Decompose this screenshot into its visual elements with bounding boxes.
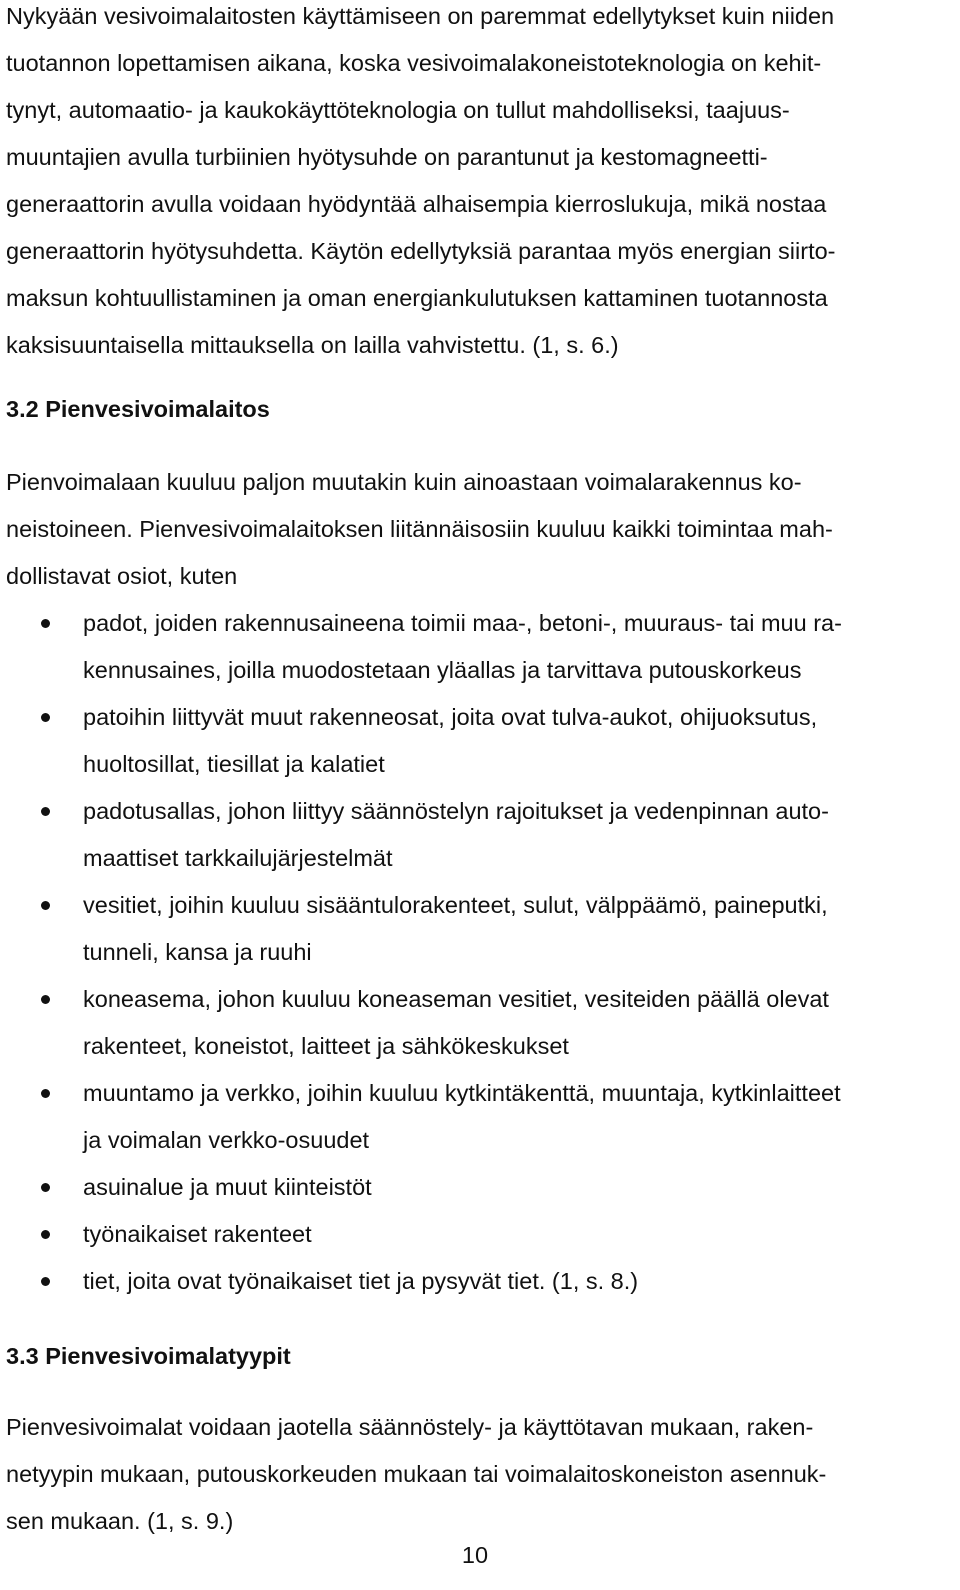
section-heading-3-2: 3.2 Pienvesivoimalaitos [6,396,270,422]
bullet-icon [41,619,50,628]
bullet-icon [41,1089,50,1098]
paragraph-line: Pienvoimalaan kuuluu paljon muutakin kuin ainoastaan voimalarakennus ko- [6,469,802,495]
list-item-line: patoihin liittyvät muut rakenneosat, joita ovat tulva-aukot, ohijuoksutus, [83,704,818,730]
paragraph-line: muuntajien avulla turbiinien hyötysuhde on parantunut ja kestomagneetti- [6,144,768,170]
paragraph-line: kaksisuuntaisella mittauksella on lailla vahvistettu. (1, s. 6.) [6,332,619,358]
bullet-list [6,600,950,1305]
paragraph-line: dollistavat osiot, kuten [6,563,238,589]
paragraph-line: tynyt, automaatio- ja kaukokäyttöteknologia on tullut mahdolliseksi, taajuus- [6,97,790,123]
paragraph-tyypit [6,1404,826,1545]
list-item-line: maattiset tarkkailujärjestelmät [83,845,393,871]
paragraph-line: generaattorin avulla voidaan hyödyntää alhaisempia kierroslukuja, mikä nostaa [6,191,827,217]
list-item-line: tunneli, kansa ja ruuhi [83,939,312,965]
list-item-line: tiet, joita ovat työnaikaiset tiet ja pysyvät tiet. (1, s. 8.) [83,1268,639,1294]
document-page [6,0,950,1590]
list-item-line: ja voimalan verkko-osuudet [83,1127,370,1153]
paragraph-line: sen mukaan. (1, s. 9.) [6,1508,234,1534]
page-number [6,1540,950,1570]
list-item [6,1258,950,1305]
paragraph-line: neistoineen. Pienvesivoimalaitoksen liitännäisosiin kuuluu kaikki toimintaa mah- [6,516,833,542]
list-item-line: vesitiet, joihin kuuluu sisääntulorakenteet, sulut, välppäämö, paineputki, [83,892,828,918]
bullet-icon [41,1183,50,1192]
list-item-line: rakenteet, koneistot, laitteet ja sähkökeskukset [83,1033,569,1059]
paragraph-line: tuotannon lopettamisen aikana, koska vesivoimalakoneistoteknologia on kehit- [6,50,822,76]
list-item [6,788,950,882]
bullet-icon [41,1277,50,1286]
bullet-icon [41,713,50,722]
paragraph-line: netyypin mukaan, putouskorkeuden mukaan tai voimalaitoskoneiston asennuk- [6,1461,827,1487]
list-item-line: huoltosillat, tiesillat ja kalatiet [83,751,385,777]
list-item-line: koneasema, johon kuuluu koneaseman vesitiet, vesiteiden päällä olevat [83,986,829,1012]
list-item [6,1211,950,1258]
paragraph-line: Pienvesivoimalat voidaan jaotella säännöstely- ja käyttötavan mukaan, raken- [6,1414,814,1440]
list-item-line: padot, joiden rakennusaineena toimii maa-, betoni-, muuraus- tai muu ra- [83,610,842,636]
page-number-text: 10 [461,1542,489,1568]
paragraph-pienvoimala [6,459,833,600]
list-item [6,1164,950,1211]
paragraph-line: generaattorin hyötysuhdetta. Käytön edellytyksiä parantaa myös energian siirto- [6,238,836,264]
list-item [6,882,950,976]
list-item-line: työnaikaiset rakenteet [83,1221,312,1247]
list-item-line: muuntamo ja verkko, joihin kuuluu kytkintäkenttä, muuntaja, kytkinlaitteet [83,1080,841,1106]
bullet-icon [41,807,50,816]
list-item-line: padotusallas, johon liittyy säännöstelyn rajoitukset ja vedenpinnan auto- [83,798,829,824]
list-item-line: asuinalue ja muut kiinteistöt [83,1174,372,1200]
list-item [6,976,950,1070]
list-item [6,1070,950,1164]
list-item [6,600,950,694]
list-item [6,694,950,788]
bullet-icon [41,1230,50,1239]
bullet-icon [41,901,50,910]
bullet-icon [41,995,50,1004]
paragraph-line: maksun kohtuullistaminen ja oman energiankulutuksen kattaminen tuotannosta [6,285,828,311]
list-item-line: kennusaines, joilla muodostetaan yläallas ja tarvittava putouskorkeus [83,657,802,683]
paragraph-line: Nykyään vesivoimalaitosten käyttämiseen on paremmat edellytykset kuin niiden [6,3,835,29]
section-heading-3-3: 3.3 Pienvesivoimalatyypit [6,1343,291,1369]
paragraph-intro [6,0,836,369]
